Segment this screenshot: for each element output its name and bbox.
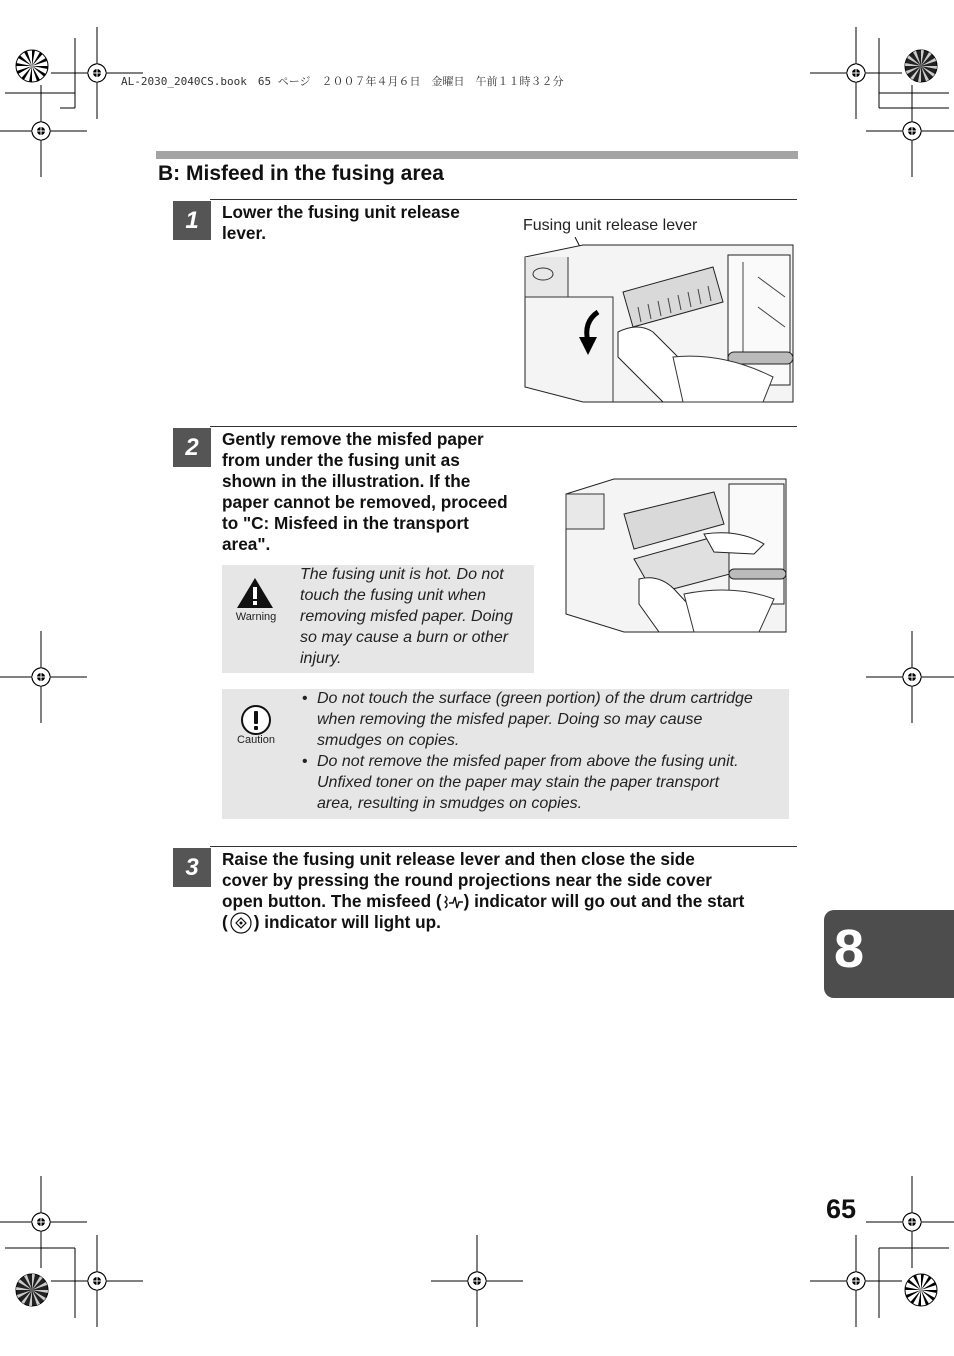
section-title: B: Misfeed in the fusing area [158,162,444,185]
chapter-number: 8 [834,919,865,979]
step-2-rule [210,426,797,427]
step-2-line: area". [222,534,271,554]
page-number: 65 [826,1194,857,1224]
warning-line: so may cause a burn or other [300,629,509,646]
step-1-instruction [222,202,460,244]
step-3-rule [210,846,797,847]
caution-bullet: • Do not remove the misfed paper from above the fusing unit. Unfixed toner on the paper may stain the paper transport area, resulting in smudges on copies. [300,751,788,814]
step-2-line: paper cannot be removed, proceed [222,492,508,512]
warning-line: touch the fusing unit when [300,587,486,604]
step-3-line: ( ) indicator will light up. [222,912,797,934]
fusing-unit-illustration [523,237,795,407]
caution-exclamation-icon [240,704,272,736]
file-info-header: AL-2030_2040CS.book 65 ページ ２００７年４月６日 金曜日 午前１１時３２分 [121,75,564,88]
step-2-line: Gently remove the misfed paper [222,429,484,449]
warning-label: Warning [235,611,277,623]
misfeed-icon [442,893,464,911]
warning-triangle-icon [236,576,274,610]
section-top-bar [156,151,798,159]
step-3-line: open button. The misfeed ( ) indicator will go out and the start [222,891,745,911]
warning-line: removing misfed paper. Doing [300,608,513,625]
paper-removal-illustration [564,474,788,634]
warning-text [300,564,513,669]
step-2-instruction [222,429,508,555]
step-1-line: Lower the fusing unit release [222,202,460,222]
step-3-instruction [222,849,797,934]
step-2-line: to "C: Misfeed in the transport [222,513,469,533]
caution-text [300,688,788,814]
warning-line: injury. [300,650,342,667]
caution-bullet: • Do not touch the surface (green portion) of the drum cartridge when removing the misfed paper. Doing so may cause smudges on copies. [300,688,788,751]
step-3-line: cover by pressing the round projections near the side cover [222,870,712,890]
step-3-number: 3 [173,848,211,887]
step-2-line: shown in the illustration. If the [222,471,471,491]
caution-label: Caution [237,734,275,746]
step-1-rule [210,199,797,200]
start-icon [228,912,254,934]
step-2-line: from under the fusing unit as [222,450,460,470]
step-1-number: 1 [173,201,211,240]
warning-line: The fusing unit is hot. Do not [300,566,504,583]
step-2-number: 2 [173,428,211,467]
step-3-line: Raise the fusing unit release lever and then close the side [222,849,695,869]
fusing-lever-label: Fusing unit release lever [523,217,698,234]
step-1-line: lever. [222,223,266,243]
